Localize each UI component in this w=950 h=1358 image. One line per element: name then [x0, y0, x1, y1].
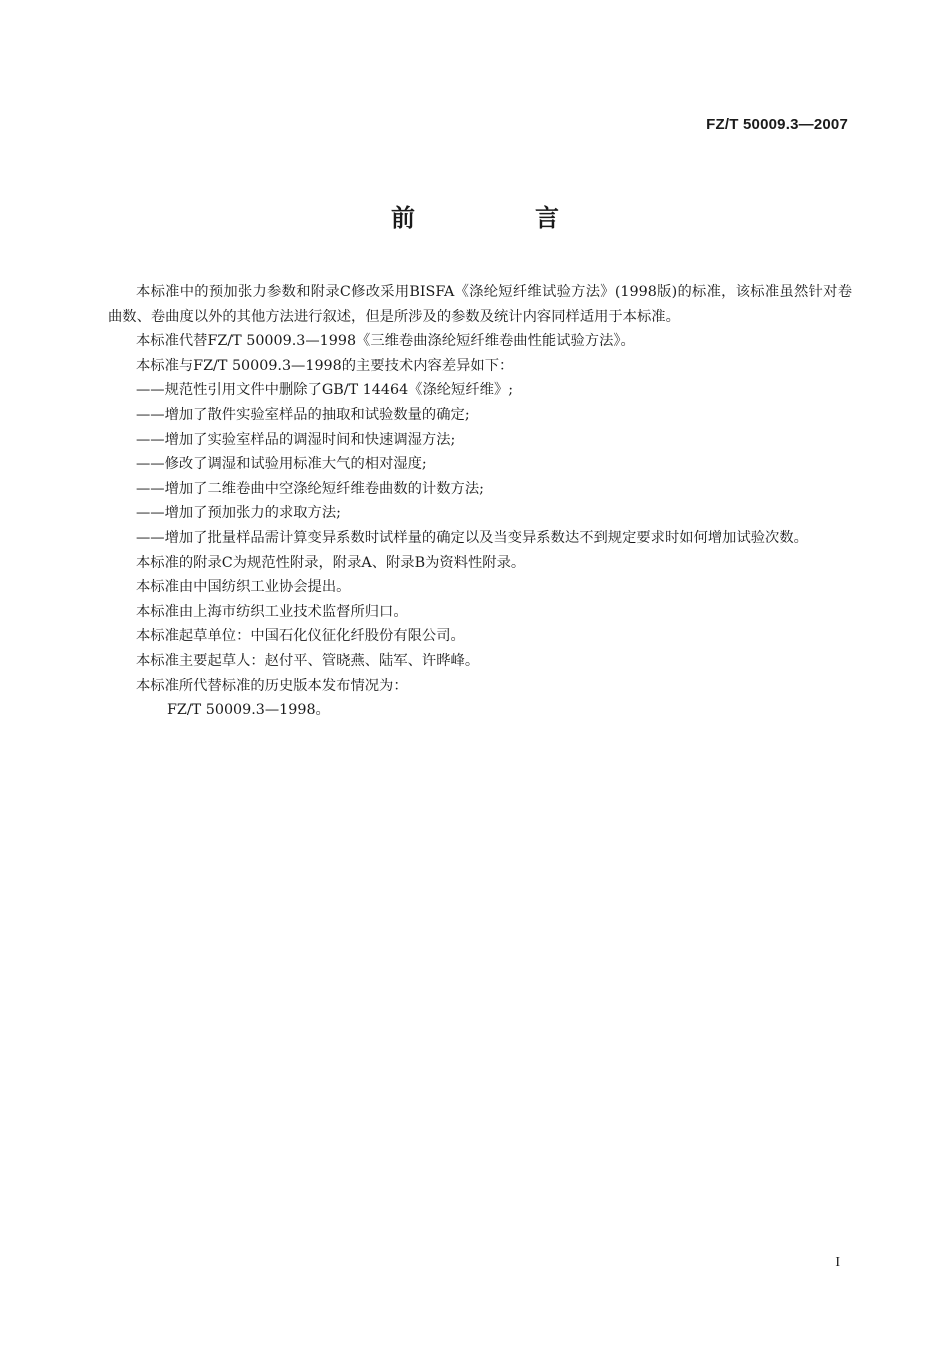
paragraph-history-intro: 本标准所代替标准的历史版本发布情况为： [136, 677, 408, 694]
paragraph-differences-intro: 本标准与FZ/T 50009.3—1998的主要技术内容差异如下： [136, 357, 514, 374]
foreword-body [108, 280, 852, 723]
page-title: 前 言 [391, 204, 607, 232]
paragraph-drafting-unit: 本标准起草单位：中国石化仪征化纤股份有限公司。 [136, 628, 465, 645]
change-item: ——规范性引用文件中删除了GB/T 14464《涤纶短纤维》; [136, 382, 514, 399]
change-item: ——增加了批量样品需计算变异系数时试样量的确定以及当变异系数达不到规定要求时如何增加试验次数。 [136, 529, 808, 546]
paragraph-proposer: 本标准由中国纺织工业协会提出。 [136, 579, 351, 596]
paragraph-annexes: 本标准的附录C为规范性附录，附录A、附录B为资料性附录。 [136, 554, 526, 571]
change-item: ——增加了预加张力的求取方法; [136, 505, 341, 522]
paragraph-administrator: 本标准由上海市纺织工业技术监督所归口。 [136, 603, 408, 620]
change-item: ——增加了实验室样品的调湿时间和快速调湿方法; [136, 431, 456, 448]
paragraph-adoption: 本标准中的预加张力参数和附录C修改采用BISFA《涤纶短纤维试验方法》(1998版)的标准，该标准虽然针对卷曲数、卷曲度以外的其他方法进行叙述，但是所涉及的参数及统计内容同样适用于本标准。 [108, 284, 852, 325]
page-number: I [835, 1255, 840, 1270]
change-item: ——修改了调湿和试验用标准大气的相对湿度; [136, 456, 427, 473]
paragraph-replaces: 本标准代替FZ/T 50009.3—1998《三维卷曲涤纶短纤维卷曲性能试验方法》。 [136, 333, 635, 350]
change-item: ——增加了散件实验室样品的抽取和试验数量的确定; [136, 406, 470, 423]
standard-code: FZ/T 50009.3—2007 [706, 116, 848, 133]
paragraph-drafters: 本标准主要起草人：赵付平、管晓燕、陆军、许晔峰。 [136, 652, 480, 669]
change-item: ——增加了二维卷曲中空涤纶短纤维卷曲数的计数方法; [136, 480, 484, 497]
history-version: FZ/T 50009.3—1998。 [167, 702, 330, 719]
